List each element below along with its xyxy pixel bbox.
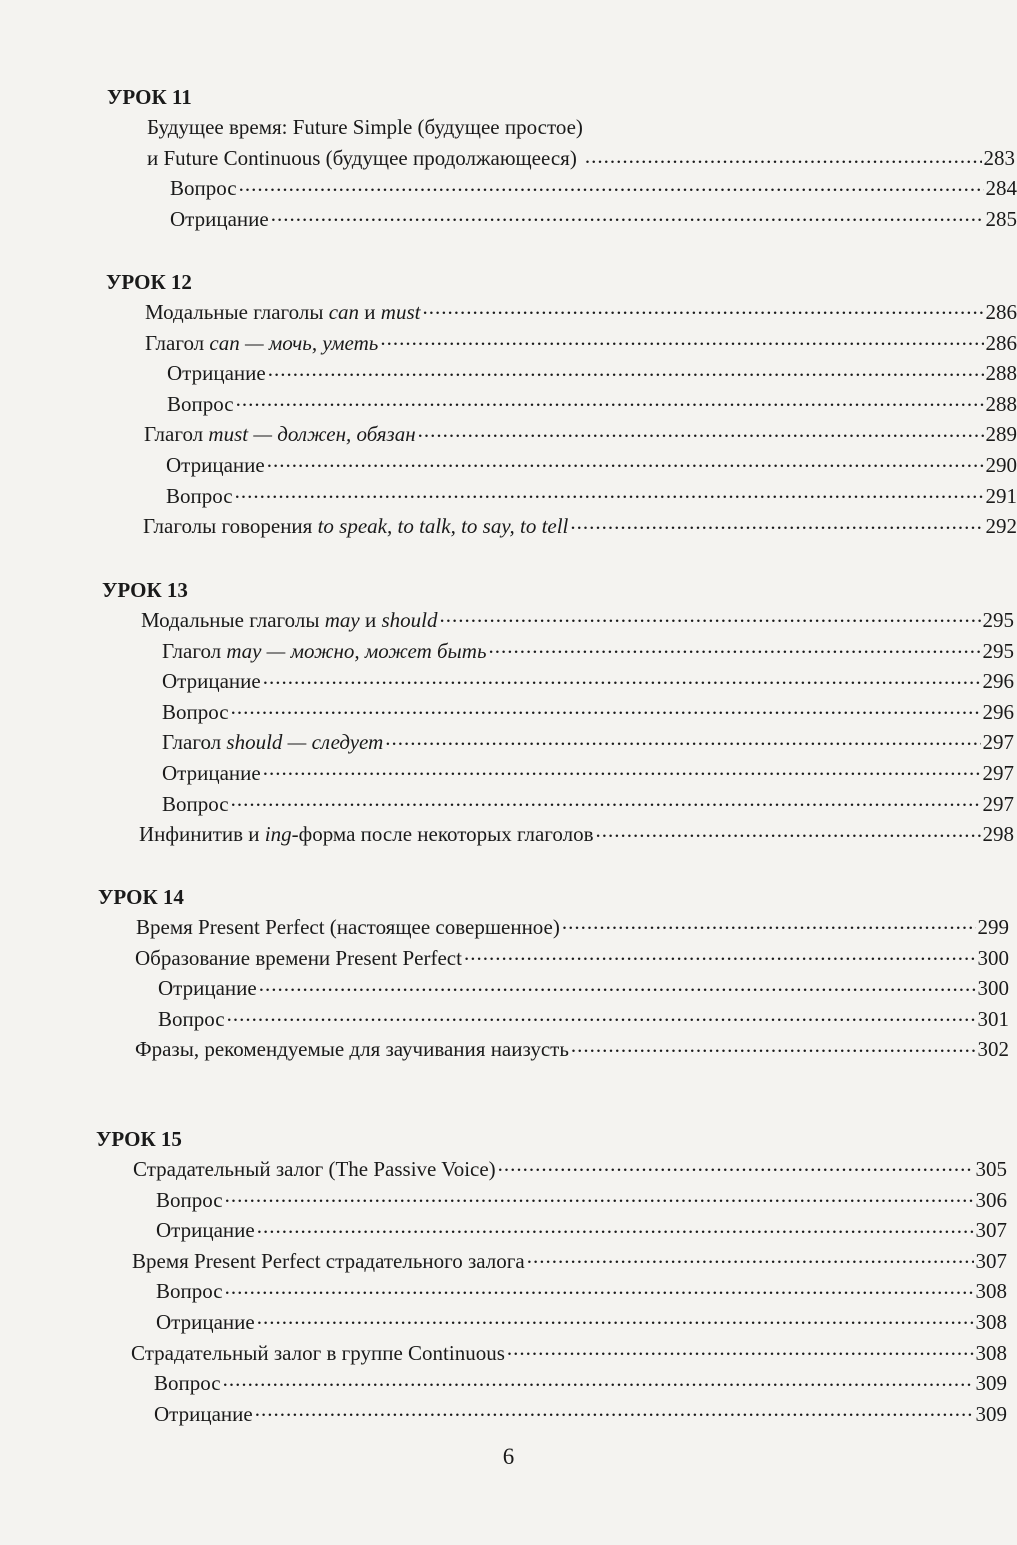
toc-entry-text: Отрицание bbox=[162, 669, 261, 694]
toc-entry-page: 299 bbox=[977, 915, 1009, 939]
toc-entry-text: Вопрос bbox=[158, 1006, 225, 1031]
toc-entry-text: Отрицание bbox=[166, 452, 265, 477]
toc-entry-page: 295 bbox=[982, 638, 1014, 663]
toc-entry-page: 300 bbox=[977, 945, 1009, 970]
toc-entry bbox=[162, 758, 1014, 789]
toc-entry bbox=[147, 112, 1017, 173]
leader-dots bbox=[239, 174, 984, 195]
toc-entry-text: Глагол should — следует bbox=[162, 730, 384, 755]
lesson-12 bbox=[0, 267, 1017, 542]
toc-entry-text: Вопрос bbox=[162, 791, 229, 816]
toc-entry bbox=[156, 1276, 1007, 1307]
toc-entry bbox=[135, 943, 1009, 974]
toc-entry-text: Модальные глаголы may и should bbox=[141, 608, 438, 632]
term-can: can bbox=[328, 300, 360, 324]
toc-entry bbox=[156, 1307, 1007, 1338]
toc-entry-page: 291 bbox=[985, 483, 1017, 508]
leader-dots bbox=[225, 1277, 974, 1298]
toc-entry-text: Отрицание bbox=[158, 976, 257, 1001]
toc-entry-text: Вопрос bbox=[167, 391, 234, 416]
leader-dots bbox=[235, 482, 984, 503]
toc-entry bbox=[136, 912, 1009, 943]
toc-entry-page: 292 bbox=[985, 514, 1017, 539]
toc-entry-text: Время Present Perfect страдательного залога bbox=[132, 1248, 525, 1273]
toc-entry-text bbox=[147, 112, 583, 173]
leader-dots bbox=[380, 329, 983, 350]
leader-dots bbox=[418, 420, 984, 441]
leader-dots bbox=[263, 759, 981, 780]
lesson-title: УРОК 12 bbox=[106, 270, 192, 294]
toc-entry-page: 289 bbox=[985, 422, 1017, 447]
leader-dots bbox=[464, 944, 976, 965]
lesson-15 bbox=[0, 1124, 1017, 1429]
leader-dots bbox=[489, 637, 981, 658]
toc-entry bbox=[162, 727, 1014, 758]
lesson-13 bbox=[0, 575, 1017, 850]
toc-entry bbox=[145, 328, 1017, 359]
lesson-11 bbox=[0, 82, 1017, 234]
toc-entry-page: 301 bbox=[977, 1006, 1009, 1031]
toc-entry-page: 283 bbox=[983, 145, 1015, 170]
toc-entry-text: Страдательный залог в группе Continuous bbox=[131, 1340, 505, 1365]
leader-dots bbox=[231, 790, 981, 811]
leader-dots bbox=[225, 1186, 974, 1207]
toc-entry-text: Фразы, рекомендуемые для заучивания наизусть bbox=[135, 1037, 569, 1062]
toc-entry-page: 309 bbox=[975, 1401, 1007, 1426]
toc-entry-text: Отрицание bbox=[162, 760, 261, 785]
toc-entry-page: 309 bbox=[975, 1371, 1007, 1396]
toc-entry bbox=[162, 666, 1014, 697]
toc-entry bbox=[144, 419, 1017, 450]
leader-dots bbox=[257, 1216, 974, 1237]
toc-entry-text: Отрицание bbox=[170, 206, 269, 231]
toc-entry-text: Модальные глаголы can и must bbox=[145, 300, 421, 324]
toc-entry-page: 297 bbox=[982, 791, 1014, 816]
toc-entry-text: Образование времени Present Perfect bbox=[135, 945, 462, 970]
lesson-title: УРОК 13 bbox=[102, 578, 188, 602]
toc-entry-page: 295 bbox=[982, 608, 1014, 632]
toc-entry bbox=[135, 1034, 1009, 1065]
leader-dots bbox=[385, 728, 980, 749]
toc-entry-page: 285 bbox=[985, 206, 1017, 231]
lesson-14 bbox=[0, 882, 1017, 1065]
toc-entry-page: 300 bbox=[977, 976, 1009, 1001]
toc-entry-page: 308 bbox=[975, 1279, 1007, 1304]
leader-dots bbox=[227, 1005, 976, 1026]
toc-entry-page: 308 bbox=[975, 1340, 1007, 1365]
toc-entry bbox=[156, 1185, 1007, 1216]
term-must: must bbox=[380, 300, 421, 324]
leader-dots bbox=[439, 606, 980, 627]
leader-dots bbox=[570, 512, 983, 533]
toc-entry bbox=[133, 1154, 1007, 1185]
leader-dots bbox=[527, 1247, 974, 1268]
toc-entry bbox=[132, 1246, 1007, 1277]
leader-dots bbox=[422, 298, 983, 319]
leader-dots bbox=[268, 359, 984, 380]
toc-entry-page: 284 bbox=[985, 176, 1017, 201]
leader-dots bbox=[259, 974, 976, 995]
toc-entry bbox=[154, 1399, 1007, 1430]
toc-entry bbox=[141, 605, 1014, 636]
toc-entry bbox=[143, 511, 1017, 542]
toc-entry-text: Отрицание bbox=[156, 1218, 255, 1243]
toc-entry-text: Отрицание bbox=[156, 1309, 255, 1334]
page-number: 6 bbox=[502, 1444, 515, 1469]
toc-entry bbox=[154, 1368, 1007, 1399]
toc-entry bbox=[158, 973, 1009, 1004]
toc-entry bbox=[167, 389, 1017, 420]
leader-dots bbox=[223, 1369, 974, 1390]
leader-dots bbox=[507, 1339, 974, 1360]
toc-entry-text: Инфинитив и ing-форма после некоторых глаголов bbox=[139, 822, 594, 847]
leader-dots bbox=[585, 146, 982, 167]
toc-entry-text: Глаголы говорения to speak, to talk, to say, to tell bbox=[143, 514, 569, 539]
toc-entry-text: Вопрос bbox=[170, 176, 237, 201]
leader-dots bbox=[267, 451, 984, 472]
toc-entry-page: 305 bbox=[975, 1157, 1007, 1181]
toc-entry-text: Вопрос bbox=[154, 1371, 221, 1396]
toc-entry-page: 286 bbox=[985, 300, 1017, 324]
toc-entry-page: 296 bbox=[982, 669, 1014, 694]
toc-entry-page: 306 bbox=[975, 1187, 1007, 1212]
leader-dots bbox=[231, 698, 981, 719]
toc-entry bbox=[162, 636, 1014, 667]
leader-dots bbox=[596, 820, 981, 841]
leader-dots bbox=[257, 1308, 974, 1329]
toc-entry-text: Отрицание bbox=[167, 361, 266, 386]
leader-dots bbox=[236, 390, 984, 411]
toc-entry-text: Время Present Perfect (настоящее совершенное) bbox=[136, 915, 560, 939]
toc-entry bbox=[170, 173, 1017, 204]
toc-entry-text: Вопрос bbox=[156, 1187, 223, 1212]
toc-entry-page: 297 bbox=[982, 760, 1014, 785]
toc-entry bbox=[158, 1004, 1009, 1035]
toc-entry-page: 308 bbox=[975, 1309, 1007, 1334]
lesson-title: УРОК 11 bbox=[107, 85, 192, 109]
leader-dots bbox=[263, 667, 981, 688]
toc-entry-text-line1: Будущее время: Future Simple (будущее простое) bbox=[147, 115, 583, 139]
toc-entry bbox=[167, 358, 1017, 389]
leader-dots bbox=[571, 1035, 976, 1056]
toc-entry bbox=[166, 481, 1017, 512]
toc-entry-page: 298 bbox=[982, 822, 1014, 847]
leader-dots bbox=[562, 913, 976, 934]
toc-entry-text: Страдательный залог (The Passive Voice) bbox=[133, 1157, 496, 1181]
lesson-title: УРОК 14 bbox=[98, 885, 184, 909]
toc-entry-page: 296 bbox=[982, 699, 1014, 724]
toc-entry-text: Глагол may — можно, может быть bbox=[162, 638, 487, 663]
toc-entry-page: 307 bbox=[975, 1218, 1007, 1243]
toc-entry-page: 286 bbox=[985, 330, 1017, 355]
toc-entry-text: Глагол can — мочь, уметь bbox=[145, 330, 379, 355]
toc-entry bbox=[139, 819, 1014, 850]
toc-entry-page: 307 bbox=[975, 1248, 1007, 1273]
toc-entry-page: 290 bbox=[985, 452, 1017, 477]
toc-entry bbox=[131, 1338, 1007, 1369]
toc-entry-text: Глагол must — должен, обязан bbox=[144, 422, 416, 447]
toc-entry-page: 288 bbox=[985, 361, 1017, 386]
toc-entry bbox=[162, 789, 1014, 820]
toc-entry-page: 302 bbox=[977, 1037, 1009, 1062]
toc-entry bbox=[156, 1215, 1007, 1246]
toc-entry-page: 297 bbox=[982, 730, 1014, 755]
toc-entry bbox=[166, 450, 1017, 481]
toc-entry bbox=[145, 297, 1017, 328]
toc-entry-text: Вопрос bbox=[156, 1279, 223, 1304]
toc-entry-text: Вопрос bbox=[166, 483, 233, 508]
toc-entry-text: Отрицание bbox=[154, 1401, 253, 1426]
toc-entry-text: Вопрос bbox=[162, 699, 229, 724]
lesson-title: УРОК 15 bbox=[96, 1127, 182, 1151]
leader-dots bbox=[255, 1400, 974, 1421]
leader-dots bbox=[271, 205, 984, 226]
toc-entry-text-line2: и Future Continuous (будущее продолжающееся) bbox=[147, 145, 577, 170]
toc-entry bbox=[162, 697, 1014, 728]
toc-entry-page: 288 bbox=[985, 391, 1017, 416]
leader-dots bbox=[498, 1155, 974, 1176]
toc-entry bbox=[170, 204, 1017, 235]
